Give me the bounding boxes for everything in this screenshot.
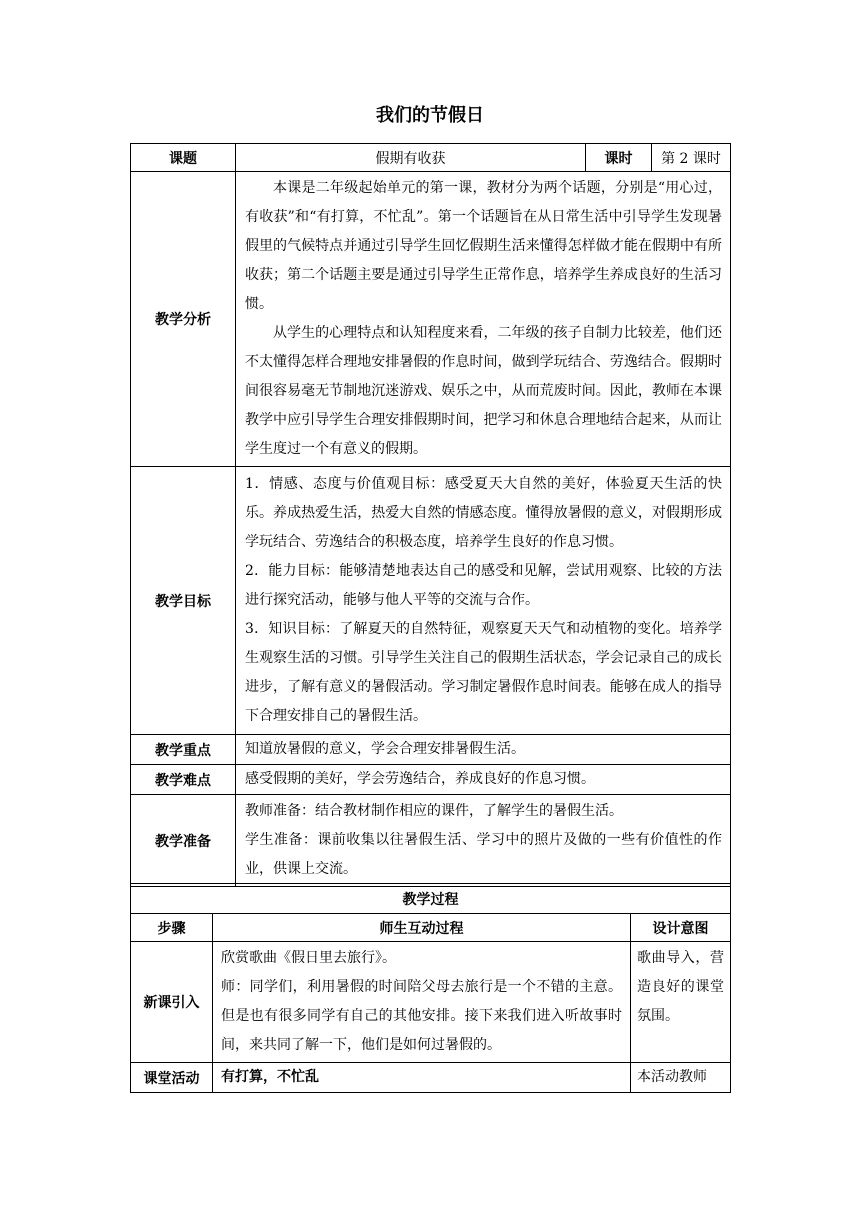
analysis-paragraph: 本课是二年级起始单元的第一课，教材分为两个话题，分别是“用心过，有收获”和“有打算，不忙乱”。第一个话题旨在从日常生活中引导学生发现暑假里的气候特点并通过引导学生回忆假期生活来懂得怎样做才能在假期中有所收获；第二个话题主要是通过引导学生正常作息，培养学生养成良好的生活习惯。 — [245, 180, 722, 312]
difficulty-value: 感受假期的美好，学会劳逸结合，养成良好的作息习惯。 — [236, 765, 731, 795]
interaction-activity: 有打算，不忙乱 — [213, 1063, 631, 1093]
preparation-row — [131, 795, 731, 887]
interaction-line: 欣赏歌曲《假日里去旅行》。 — [221, 950, 396, 966]
process-row-activity — [131, 1063, 731, 1093]
goals-label: 教学目标 — [131, 467, 236, 735]
preparation-content — [236, 795, 731, 887]
preparation-label: 教学准备 — [131, 795, 236, 887]
analysis-row — [131, 172, 731, 467]
goals-content — [236, 467, 731, 735]
goal-item: 3．知识目标：了解夏天的自然特征，观察夏天天气和动植物的变化。培养学生观察生活的习惯。引导学生关注自己的假期生活状态，学会记录自己的成长进步，了解有意义的暑假活动。学习制定暑假作息时间表。能够在成人的指导下合理安排自己的暑假生活。 — [245, 621, 722, 724]
process-row-intro — [131, 942, 731, 1063]
goals-row — [131, 467, 731, 735]
page-title: 我们的节假日 — [376, 105, 484, 126]
student-preparation: 学生准备：课前收集以往暑假生活、学习中的照片及做的一些有价值性的作业，供课上交流。 — [245, 832, 722, 877]
process-title: 教学过程 — [131, 884, 731, 914]
topic-label: 课题 — [131, 144, 236, 172]
analysis-label: 教学分析 — [131, 172, 236, 467]
analysis-content — [236, 172, 731, 467]
process-header-row — [131, 914, 731, 942]
interaction-line: 师：同学们，利用暑假的时间陪父母去旅行是一个不错的主意。但是也有很多同学有自己的其他安排。接下来我们进入听故事时间，来共同了解一下，他们是如何过暑假的。 — [221, 979, 622, 1053]
difficulty-label: 教学难点 — [131, 765, 236, 795]
goal-item: 2．能力目标：能够清楚地表达自己的感受和见解，尝试用观察、比较的方法进行探究活动，能够与他人平等的交流与合作。 — [245, 563, 722, 608]
teaching-process-table — [130, 883, 731, 1093]
intent-intro: 歌曲导入，营造良好的课堂氛围。 — [631, 942, 731, 1063]
period-label: 课时 — [586, 144, 652, 172]
topic-row — [131, 144, 731, 172]
analysis-paragraph: 从学生的心理特点和认知程度来看，二年级的孩子自制力比较差，他们还不太懂得怎样合理地安排暑假的作息时间，做到学玩结合、劳逸结合。假期时间很容易毫无节制地沉迷游戏、娱乐之中，从而荒废时间。因此，教师在本课教学中应引导学生合理安排假期时间，把学习和休息合理地结合起来，从而让学生度过一个有意义的假期。 — [245, 325, 722, 457]
lesson-info-table — [130, 143, 731, 887]
key-point-row — [131, 735, 731, 765]
process-title-row — [131, 884, 731, 914]
key-point-label: 教学重点 — [131, 735, 236, 765]
goal-item: 1．情感、态度与价值观目标：感受夏天大自然的美好，体验夏天生活的快乐。养成热爱生活，热爱大自然的情感态度。懂得放暑假的意义，对假期形成学玩结合、劳逸结合的积极态度，培养学生良好的作息习惯。 — [245, 476, 722, 550]
interaction-intro — [213, 942, 631, 1063]
key-point-value: 知道放暑假的意义，学会合理安排暑假生活。 — [236, 735, 731, 765]
col-step: 步骤 — [131, 914, 213, 942]
intent-activity: 本活动教师 — [631, 1063, 731, 1093]
col-intent: 设计意图 — [631, 914, 731, 942]
difficulty-row — [131, 765, 731, 795]
step-activity: 课堂活动 — [131, 1063, 213, 1093]
step-intro: 新课引入 — [131, 942, 213, 1063]
period-value: 第 2 课时 — [652, 144, 731, 172]
teacher-preparation: 教师准备：结合教材制作相应的课件，了解学生的暑假生活。 — [245, 803, 623, 819]
col-interaction: 师生互动过程 — [213, 914, 631, 942]
topic-value: 假期有收获 — [236, 144, 586, 172]
